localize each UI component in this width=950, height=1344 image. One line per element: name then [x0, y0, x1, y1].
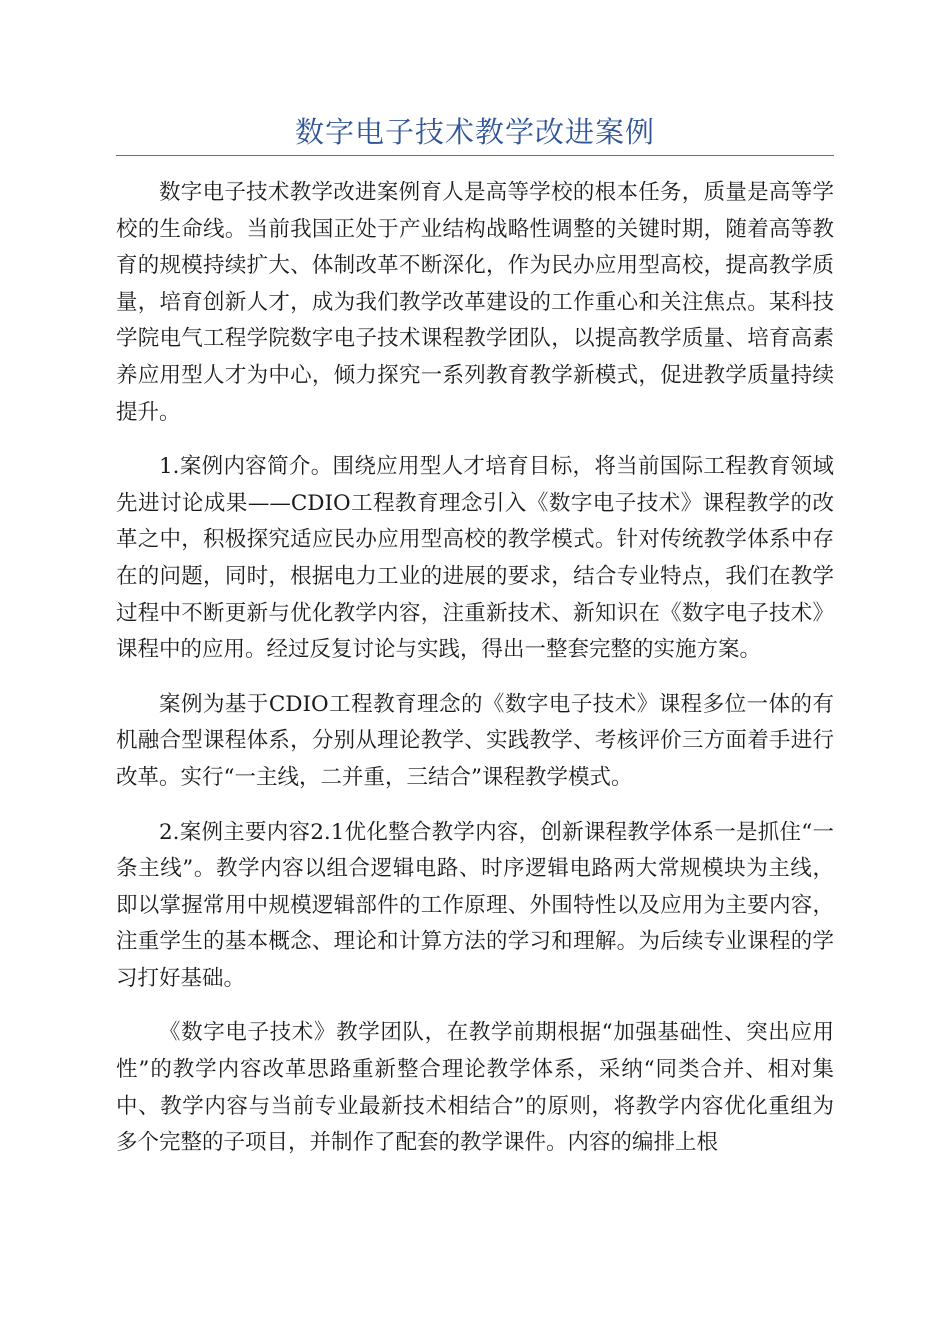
paragraph-team-practice: 《数字电子技术》教学团队，在教学前期根据“加强基础性、突出应用性”的教学内容改革思路重新整合理论教学体系，采纳“同类合并、相对集中、教学内容与当前专业最新技术相结合”的原则，将教学内容优化重组为多个完整的子项目，并制作了配套的教学课件。内容的编排上根 [116, 1020, 834, 1156]
document-title: 数字电子技术教学改进案例 [294, 115, 655, 149]
paragraph-main-content: 2.案例主要内容2.1优化整合教学内容，创新课程教学体系一是抓住“一条主线”。教学内容以组合逻辑电路、时序逻辑电路两大常规模块为主线，即以掌握常用中规模逻辑部件的工作原理、外围特性以及应用为主要内容，注重学生的基本概念、理论和计算方法的学习和理解。为后续专业课程的学习打好基础。 [116, 819, 834, 991]
paragraph-case-system: 案例为基于CDIO工程教育理念的《数字电子技术》课程多位一体的有机融合型课程体系，分别从理论教学、实践教学、考核评价三方面着手进行改革。实行“一主线，二并重，三结合”课程教学模式。 [116, 691, 834, 790]
title-underline [116, 155, 834, 156]
paragraph-case-summary: 1.案例内容简介。围绕应用型人才培育目标，将当前国际工程教育领域先进讨论成果——CDIO工程教育理念引入《数字电子技术》课程教学的改革之中，积极探究适应民办应用型高校的教学模式。针对传统教学体系中存在的问题，同时，根据电力工业的进展的要求，结合专业特点，我们在教学过程中不断更新与优化教学内容，注重新技术、新知识在《数字电子技术》课程中的应用。经过反复讨论与实践，得出一整套完整的实施方案。 [116, 454, 834, 663]
paragraph-intro: 数字电子技术教学改进案例育人是高等学校的根本任务，质量是高等学校的生命线。当前我国正处于产业结构战略性调整的关键时期，随着高等教育的规模持续扩大、体制改革不断深化，作为民办应用型高校，提高教学质量，培育创新人才，成为我们教学改革建设的工作重心和关注焦点。某科技学院电气工程学院数字电子技术课程教学团队，以提高教学质量、培育高素养应用型人才为中心，倾力探究一系列教育教学新模式，促进教学质量持续提升。 [116, 180, 834, 425]
document-body [116, 175, 834, 1180]
